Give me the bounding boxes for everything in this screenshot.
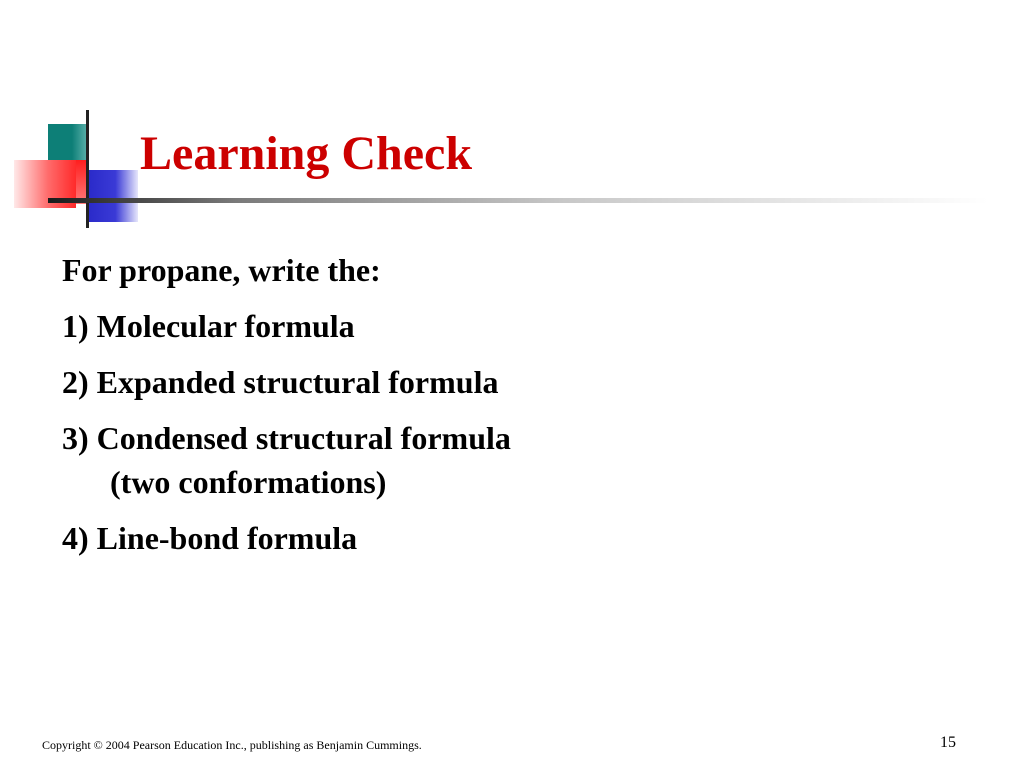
title-decoration: [0, 0, 140, 230]
blue-square: [88, 170, 138, 222]
body-line-item-4: 4) Line-bond formula: [62, 520, 358, 556]
title-underline: [48, 198, 988, 203]
vertical-rule: [86, 110, 89, 228]
page-number: 15: [940, 734, 956, 751]
body-line-item-3-note: (two conformations): [110, 464, 387, 500]
body-line-intro: For propane, write the:: [62, 252, 381, 288]
body-line-item-2: 2) Expanded structural formula: [62, 364, 499, 400]
body-line-item-1: 1) Molecular formula: [62, 308, 355, 344]
copyright-footer: Copyright © 2004 Pearson Education Inc., publishing as Benjamin Cummings.: [42, 738, 422, 752]
slide-body: [62, 248, 962, 572]
body-line-item-3: 3) Condensed structural formula: [62, 420, 511, 456]
slide-title: Learning Check: [140, 127, 473, 180]
